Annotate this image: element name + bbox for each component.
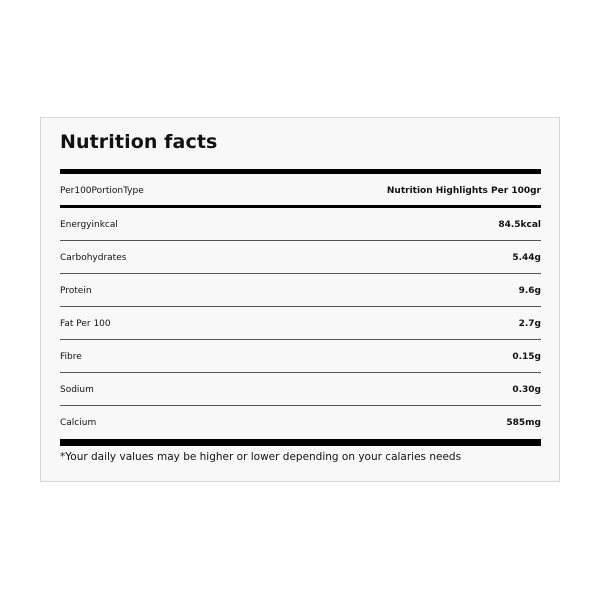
- nutrient-value: 0.15g: [512, 351, 541, 362]
- title-divider: [60, 169, 541, 174]
- nutrient-value: 84.5kcal: [498, 219, 541, 230]
- table-bottom-divider: [60, 439, 541, 446]
- nutrient-value: 9.6g: [518, 285, 541, 296]
- header-divider: [60, 205, 541, 208]
- nutrient-value: 585mg: [506, 418, 541, 428]
- nutrient-value: 5.44g: [512, 252, 541, 263]
- nutrient-label: Calcium: [60, 418, 97, 428]
- table-row: [60, 242, 541, 274]
- table-row: [60, 308, 541, 340]
- panel-title: Nutrition facts: [60, 131, 218, 153]
- nutrient-label: Energyinkcal: [60, 219, 118, 230]
- table-header: [60, 177, 541, 204]
- nutrient-label: Fat Per 100: [60, 318, 111, 329]
- nutrient-label: Protein: [60, 285, 92, 296]
- header-left-label: Per100PortionType: [60, 185, 144, 196]
- table-row: [60, 374, 541, 406]
- nutrient-label: Sodium: [60, 384, 94, 395]
- nutrient-value: 2.7g: [518, 318, 541, 329]
- table-row: [60, 209, 541, 241]
- table-row: [60, 341, 541, 373]
- table-row: [60, 407, 541, 439]
- nutrition-facts-panel: [40, 117, 560, 482]
- table-row: [60, 275, 541, 307]
- header-right-label: Nutrition Highlights Per 100gr: [386, 185, 541, 196]
- nutrient-label: Fibre: [60, 351, 82, 362]
- nutrient-label: Carbohydrates: [60, 252, 127, 263]
- footnote: *Your daily values may be higher or lower depending on your calaries needs: [60, 451, 462, 463]
- nutrient-value: 0.30g: [512, 384, 541, 395]
